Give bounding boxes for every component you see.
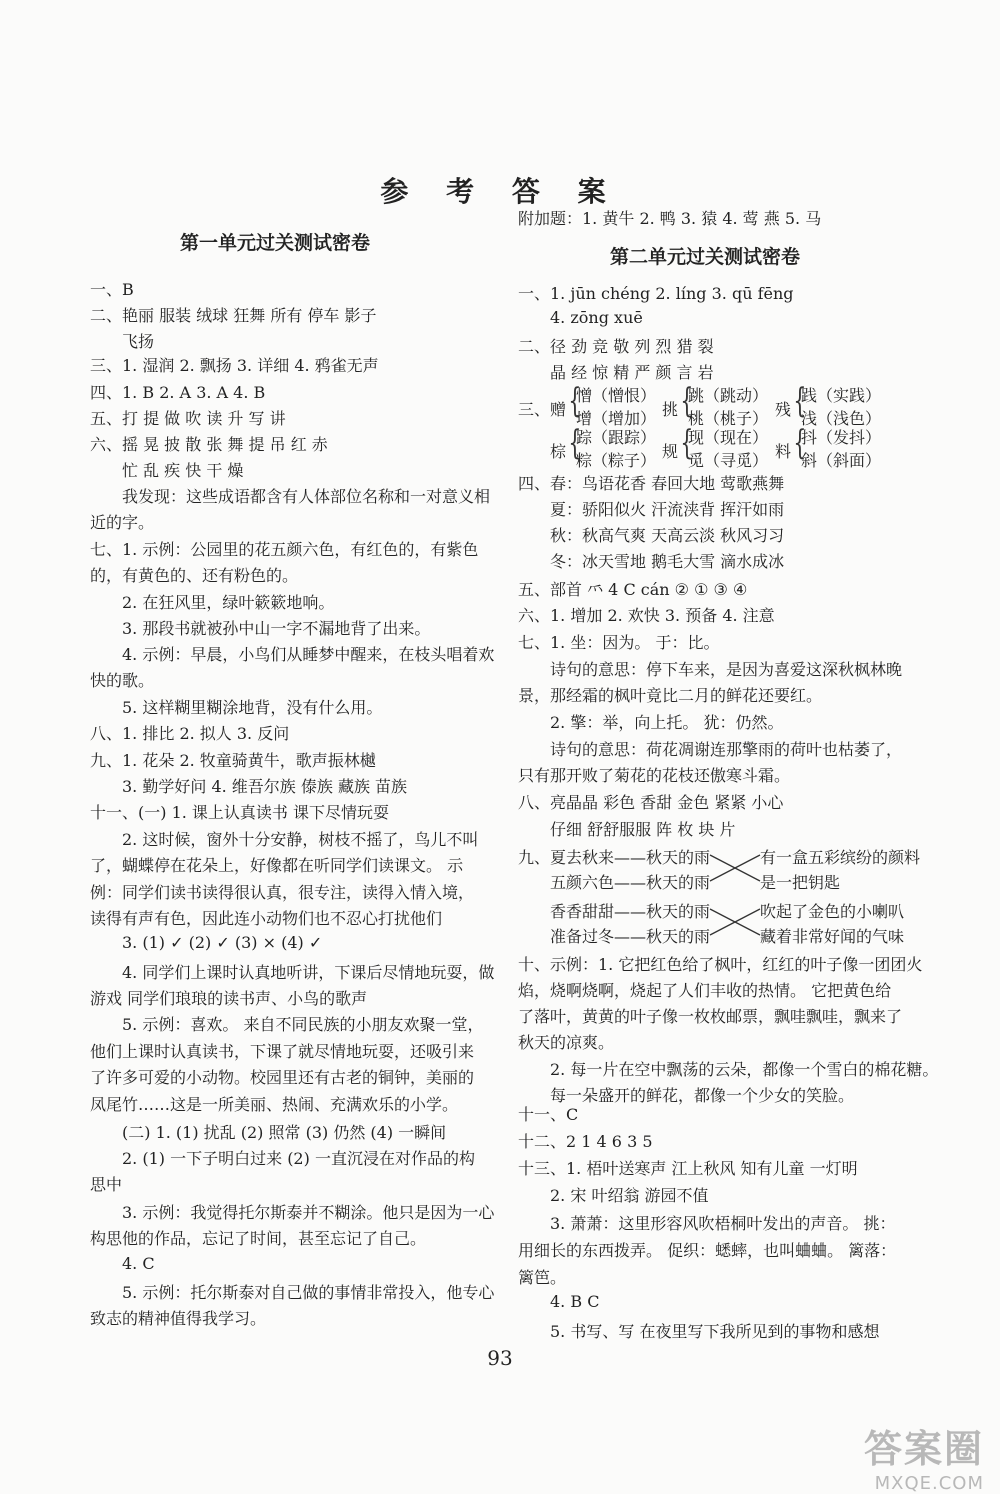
q4-line: 四、春：鸟语花香 春回大地 莺歌燕舞 [518, 474, 785, 493]
q3-word: 桃（桃子） [688, 409, 769, 428]
q7-line: 景，那经霜的枫叶竟比二月的鲜花还要红。 [518, 686, 823, 705]
answer-line: 4. C [122, 1254, 155, 1273]
answer-line: 5. 这样糊里糊涂地背，没有什么用。 [122, 698, 383, 717]
q3-word: 践（实践） [801, 386, 882, 405]
q13-line: 用细长的东西拨弄。 促织：蟋蟀，也叫蛐蛐。 篱落： [518, 1241, 897, 1260]
answer-line: 七、1. 示例：公园里的花五颜六色，有红色的，有紫色 [90, 540, 479, 559]
answer-line: 4. 示例：早晨，小鸟们从睡梦中醒来，在枝头唱着欢 [122, 645, 495, 664]
answer-line: 四、1. B 2. A 3. A 4. B [90, 383, 266, 402]
answer-line: 思中 [90, 1175, 123, 1194]
q10-line: 十、示例：1. 它把红色给了枫叶，红红的叶子像一团团火 [518, 955, 923, 974]
q7-line: 诗句的意思：停下车来，是因为喜爱这深秋枫林晚 [550, 660, 903, 679]
answer-line: 3. 那段书就被孙中山一字不漏地背了出来。 [122, 619, 431, 638]
answer-line: 十一、(一) 1. 课上认真读书 课下尽情玩耍 [90, 803, 390, 822]
brace-icon: { [568, 423, 582, 463]
q13-line: 3. 萧萧：这里形容风吹梧桐叶发出的声音。 挑： [550, 1214, 896, 1233]
answer-line: 飞扬 [122, 332, 155, 351]
answer-line: 他们上课时认真读书，下课了就尽情地玩耍，还吸引来 [90, 1042, 475, 1061]
q13-line: 十三、1. 梧叶送寒声 江上秋风 知有儿童 一灯明 [518, 1159, 858, 1178]
q6-line: 六、1. 增加 2. 欢快 3. 预备 4. 注意 [518, 606, 775, 625]
q1-line-1: 一、1. jūn chéng 2. líng 3. qū fēng [518, 284, 794, 303]
answer-line: 快的歌。 [90, 671, 155, 690]
q3-word: 增（增加） [576, 409, 657, 428]
q7-line: 七、1. 坐：因为。 于：比。 [518, 633, 720, 652]
q9-left-item: 夏去秋来——秋天的雨 [550, 848, 711, 867]
watermark-text: 答案圈 [863, 1427, 984, 1471]
q3-word: 浅（浅色） [801, 409, 882, 428]
answer-line: 九、1. 花朵 2. 牧童骑黄牛，歌声振林樾 [90, 751, 376, 770]
answer-line: 的，有黄色的、还有粉色的。 [90, 566, 299, 585]
q3-head-char: 挑 [662, 400, 679, 419]
answer-line: 三、1. 湿润 2. 飘扬 3. 详细 4. 鸦雀无声 [90, 356, 379, 375]
q9-right-item: 吹起了金色的小喇叭 [760, 902, 905, 921]
answer-line: 4. 同学们上课时认真地听讲，下课后尽情地玩耍，做 [122, 963, 495, 982]
extra-question-answers: 附加题：1. 黄牛 2. 鸭 3. 猿 4. 莺 燕 5. 马 [518, 209, 822, 228]
q10-line: 焰，烧啊烧啊，烧起了人们丰收的热情。 它把黄色给 [518, 981, 892, 1000]
answer-line: 3. (1) ✓ (2) ✓ (3) × (4) ✓ [122, 933, 323, 952]
q3-head-char: 规 [662, 442, 679, 461]
watermark-url: MXQE.COM [874, 1473, 984, 1494]
q3-word: 粽（粽子） [576, 451, 657, 470]
q10-line: 了落叶，黄黄的叶子像一枚枚邮票，飘哇飘哇，飘来了 [518, 1007, 903, 1026]
q11-line: 十一、C [518, 1105, 579, 1124]
q7-line: 2. 擎：举，向上托。 犹：仍然。 [550, 713, 784, 732]
brace-icon: { [568, 381, 582, 421]
answer-line: 2. 在狂风里，绿叶簌簌地响。 [122, 593, 335, 612]
q2-line-2: 晶 经 惊 精 严 颜 言 岩 [550, 363, 714, 382]
answer-line: 二、艳丽 服装 绒球 狂舞 所有 停车 影子 [90, 306, 377, 325]
q9-left-item: 准备过冬——秋天的雨 [550, 927, 711, 946]
page-title: 参 考 答 案 [380, 175, 620, 208]
q3-word: 憎（憎恨） [576, 386, 657, 405]
q7-line: 只有那开败了菊花的花枝还傲寒斗霜。 [518, 766, 791, 785]
answer-line: 构思他的作品，忘记了时间，甚至忘记了自己。 [90, 1229, 427, 1248]
answer-line: 游戏 同学们琅琅的读书声、小鸟的歌声 [90, 989, 368, 1008]
section-heading-unit1: 第一单元过关测试密卷 [180, 232, 371, 254]
q9-match-lines [708, 845, 768, 945]
q8-line-2: 仔细 舒舒服服 阵 枚 块 片 [550, 820, 736, 839]
q3-word: 斜（斜面） [801, 451, 882, 470]
q3-word: 跳（跳动） [688, 386, 769, 405]
brace-icon: { [793, 423, 807, 463]
q3-word: 抖（发抖） [801, 428, 882, 447]
answer-line: 八、1. 排比 2. 拟人 3. 反问 [90, 724, 290, 743]
q3-word: 现（现在） [688, 428, 769, 447]
answer-line: 凤尾竹……这是一所美丽、热闹、充满欢乐的小学。 [90, 1095, 459, 1114]
q4-line: 秋：秋高气爽 天高云淡 秋风习习 [550, 526, 785, 545]
q9-left-item: 香香甜甜——秋天的雨 [550, 902, 711, 921]
q9-right-item: 有一盒五彩缤纷的颜料 [760, 848, 921, 867]
answer-line: 例：同学们读书读得很认真，很专注，读得入情入境， [90, 883, 475, 902]
q5-line: 五、部首 ⺤ 4 C cán ② ① ③ ④ [518, 580, 748, 599]
answer-line: 忙 乱 疾 快 干 燥 [122, 461, 244, 480]
answer-line: 2. 这时候，窗外十分安静，树枝不摇了，鸟儿不叫 [122, 830, 479, 849]
q12-line: 十二、2 1 4 6 3 5 [518, 1132, 653, 1151]
brace-icon: { [680, 381, 694, 421]
brace-icon: { [793, 381, 807, 421]
page-number: 93 [487, 1346, 513, 1370]
answer-line: 一、B [90, 280, 134, 299]
answer-line: 六、摇 晃 披 散 张 舞 提 吊 红 赤 [90, 435, 328, 454]
q1-line-2: 4. zōng xuē [550, 308, 643, 327]
q3-head-char: 料 [775, 442, 792, 461]
q13-line: 4. B C [550, 1292, 600, 1311]
answer-line: 3. 勤学好问 4. 维吾尔族 傣族 藏族 苗族 [122, 777, 408, 796]
answer-line: 2. (1) 一下子明白过来 (2) 一直沉浸在对作品的构 [122, 1149, 475, 1168]
q3-word: 觅（寻觅） [688, 451, 769, 470]
answer-line: 致志的精神值得我学习。 [90, 1309, 267, 1328]
q10-line: 每一朵盛开的鲜花，都像一个少女的笑脸。 [550, 1086, 855, 1105]
q4-line: 夏：骄阳似火 汗流浃背 挥汗如雨 [550, 500, 785, 519]
answer-line: 五、打 提 做 吹 读 升 写 讲 [90, 409, 286, 428]
q3-head-char: 残 [775, 400, 792, 419]
brace-icon: { [680, 423, 694, 463]
q10-line: 秋天的凉爽。 [518, 1033, 615, 1052]
answer-line: (二) 1. (1) 扰乱 (2) 照常 (3) 仍然 (4) 一瞬间 [122, 1123, 447, 1142]
answer-line: 了许多可爱的小动物。校园里还有古老的铜钟，美丽的 [90, 1068, 475, 1087]
watermark-logo [864, 1418, 984, 1494]
q2-line-1: 二、径 劲 竞 敬 列 烈 猎 裂 [518, 337, 714, 356]
answer-line: 读得有声有色，因此连小动物们也不忍心打扰他们 [90, 909, 443, 928]
q13-line: 篱笆。 [518, 1268, 567, 1287]
answer-line: 我发现：这些成语都含有人体部位名称和一对意义相 [122, 487, 491, 506]
answer-line: 5. 示例：喜欢。 来自不同民族的小朋友欢聚一堂， [122, 1015, 484, 1034]
q7-line: 诗句的意思：荷花凋谢连那擎雨的荷叶也枯萎了， [550, 740, 903, 759]
q4-line: 冬：冰天雪地 鹅毛大雪 滴水成冰 [550, 552, 785, 571]
q3-word: 踪（跟踪） [576, 428, 657, 447]
answer-line: 3. 示例：我觉得托尔斯泰并不糊涂。他只是因为一心 [122, 1203, 495, 1222]
q3-head-char: 赠 [550, 400, 567, 419]
q9-right-item: 是一把钥匙 [760, 873, 841, 892]
section-heading-unit2: 第二单元过关测试密卷 [610, 246, 801, 268]
q9-label: 九、 [518, 848, 551, 867]
answer-line: 5. 示例：托尔斯泰对自己做的事情非常投入，他专心 [122, 1283, 495, 1302]
q3-label: 三、 [518, 400, 551, 419]
q8-line-1: 八、亮晶晶 彩色 香甜 金色 紧紧 小心 [518, 793, 784, 812]
q13-line: 2. 宋 叶绍翁 游园不值 [550, 1186, 709, 1205]
q10-line: 2. 每一片在空中飘荡的云朵，都像一个雪白的棉花糖。 [550, 1060, 939, 1079]
answer-line: 近的字。 [90, 513, 155, 532]
q9-right-item: 藏着非常好闻的气味 [760, 927, 905, 946]
q3-head-char: 棕 [550, 442, 567, 461]
q9-left-item: 五颜六色——秋天的雨 [550, 873, 711, 892]
q13-line: 5. 书写、写 在夜里写下我所见到的事物和感想 [550, 1322, 880, 1341]
answer-line: 了，蝴蝶停在花朵上，好像都在听同学们读课文。 示 [90, 856, 464, 875]
